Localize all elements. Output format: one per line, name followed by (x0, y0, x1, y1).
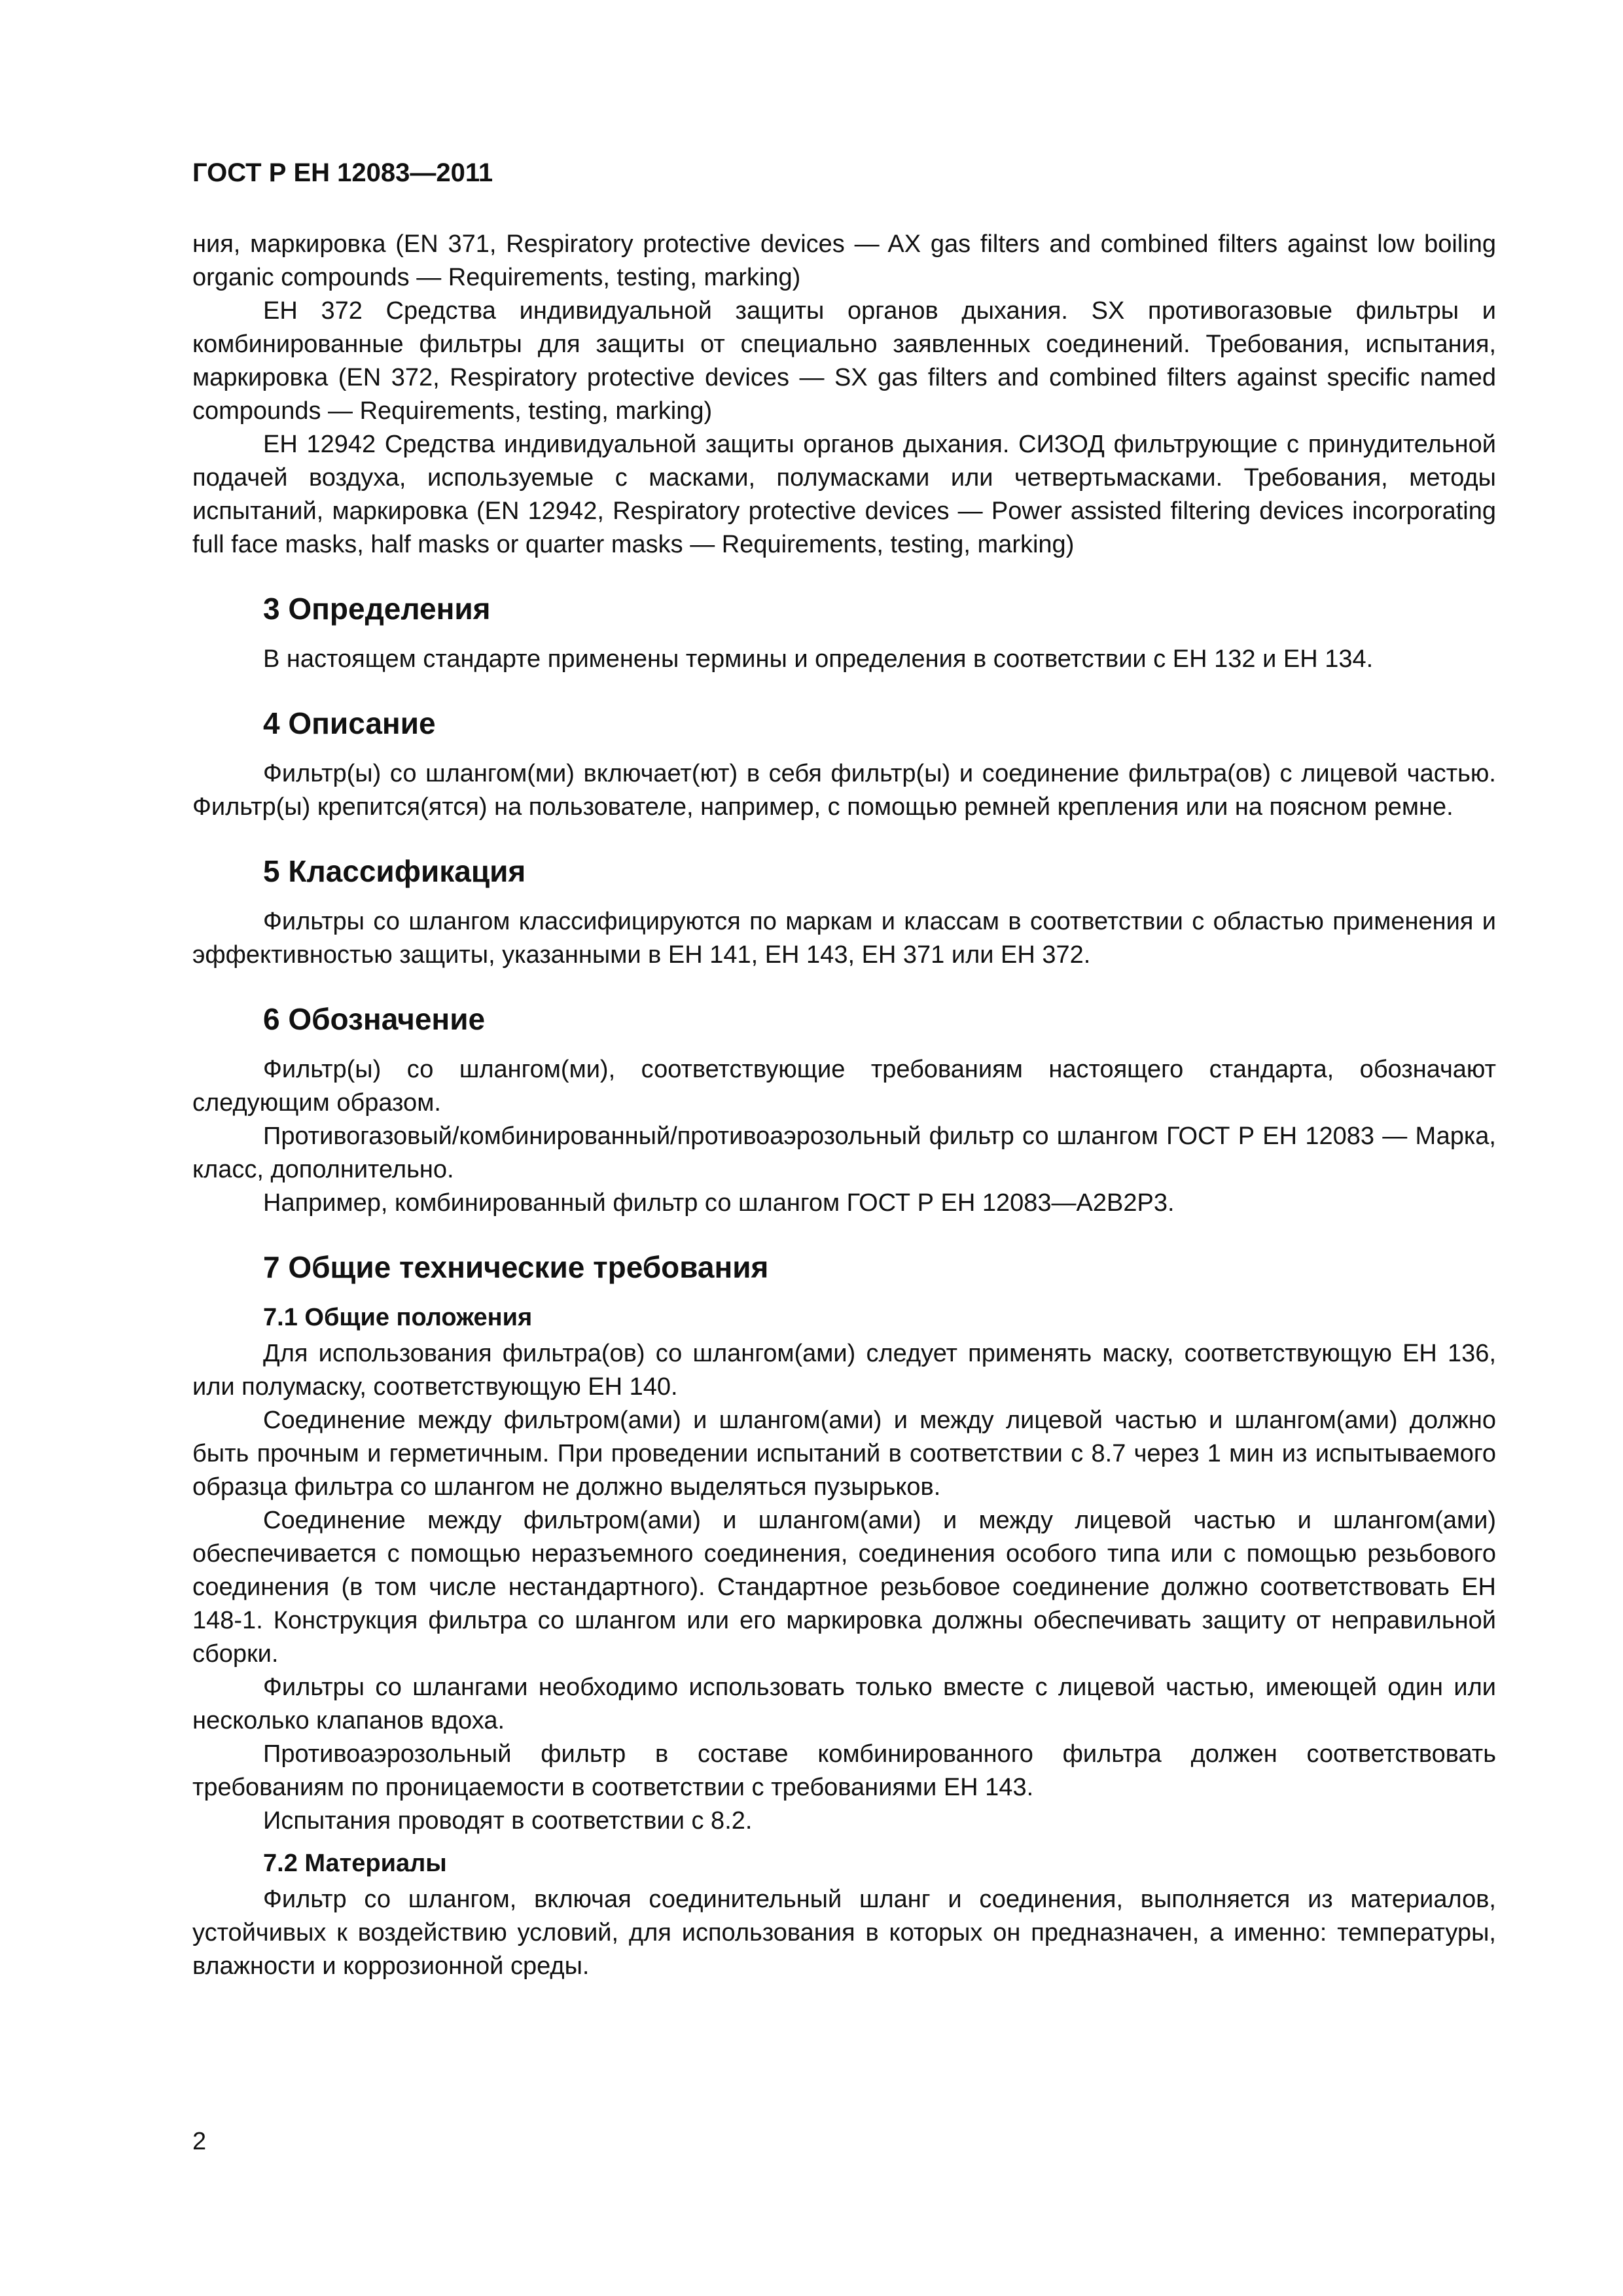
intro-references (192, 228, 1496, 562)
subsection-7-2-body (192, 1883, 1496, 1983)
paragraph: Фильтр со шлангом, включая соединительный шланг и соединения, выполняется из материалов, устойчивых к воздействию условий, для использования в которых он предназначен, а именно: температуры, влажности и коррозионной среды. (192, 1886, 1496, 1980)
section-3-body (192, 643, 1496, 676)
subsection-7-1-heading: 7.1 Общие положения (263, 1304, 533, 1331)
paragraph: Испытания проводят в соответствии с 8.2. (263, 1807, 753, 1835)
section-3-heading: 3 Определения (263, 592, 491, 626)
paragraph: Фильтр(ы) со шлангом(ми), соответствующие требованиям настоящего стандарта, обозначают следующим образом. (192, 1056, 1496, 1117)
section-7-heading: 7 Общие технические требования (263, 1250, 769, 1284)
paragraph: Противогазовый/комбинированный/противоаэрозольный фильтр со шлангом ГОСТ Р ЕН 12083 — Марка, класс, дополнительно. (192, 1122, 1496, 1183)
page-number: 2 (192, 2128, 207, 2155)
document-page (192, 157, 1496, 1983)
paragraph: Соединение между фильтром(ами) и шлангом(ами) и между лицевой частью и шлангом(ами) обеспечивается с помощью неразъемного соединения, соединения особого типа или с помощью резьбового соединения (в том числе нестандартного). Стандартное резьбовое соединение должно соответствовать ЕН 148-1. Конструкция фильтра со шлангом или его маркировка должны обеспечивать защиту от неправильной сборки. (192, 1507, 1496, 1668)
paragraph: ЕН 372 Средства индивидуальной защиты органов дыхания. SX противогазовые фильтры и комбинированные фильтры для защиты от специально заявленных соединений. Требования, испытания, маркировка (EN 372, Respiratory protective devices — SX gas filters and combined filters against specific named compounds — Requirements, testing, marking) (192, 297, 1496, 425)
paragraph: ЕН 12942 Средства индивидуальной защиты органов дыхания. СИЗОД фильтрующие с принудительной подачей воздуха, используемые с масками, полумасками или четвертьмасками. Требования, методы испытаний, маркировка (EN 12942, Respiratory protective devices — Power assisted filtering devices incorporating full face masks, half masks or quarter masks — Requirements, testing, marking) (192, 431, 1496, 558)
section-4-body (192, 757, 1496, 824)
section-5-heading: 5 Классификация (263, 854, 526, 888)
subsection-7-2-heading: 7.2 Материалы (263, 1850, 447, 1877)
paragraph: ния, маркировка (EN 371, Respiratory protective devices — AX gas filters and combined filters against low boiling organic compounds — Requirements, testing, marking) (192, 230, 1496, 291)
paragraph: Соединение между фильтром(ами) и шлангом(ами) и между лицевой частью и шлангом(ами) должно быть прочным и герметичным. При проведении испытаний в соответствии с 8.7 через 1 мин из испытываемого образца фильтра со шлангом не должно выделяться пузырьков. (192, 1407, 1496, 1501)
section-4-heading: 4 Описание (263, 706, 436, 740)
paragraph: Фильтры со шлангом классифицируются по маркам и классам в соответствии с областью применения и эффективностью защиты, указанными в ЕН 141, ЕН 143, ЕН 371 или ЕН 372. (192, 908, 1496, 969)
paragraph: Для использования фильтра(ов) со шлангом(ами) следует применять маску, соответствующую ЕН 136, или полумаску, соответствующую ЕН 140. (192, 1340, 1496, 1401)
paragraph: Фильтры со шлангами необходимо использовать только вместе с лицевой частью, имеющей один или несколько клапанов вдоха. (192, 1674, 1496, 1734)
document-header: ГОСТ Р ЕН 12083—2011 (192, 158, 493, 187)
section-5-body (192, 905, 1496, 972)
paragraph: В настоящем стандарте применены термины и определения в соответствии с ЕН 132 и ЕН 134. (263, 645, 1374, 673)
paragraph: Фильтр(ы) со шлангом(ми) включает(ют) в себя фильтр(ы) и соединение фильтра(ов) с лицевой частью. Фильтр(ы) крепится(ятся) на пользователе, например, с помощью ремней крепления или на поясном ремне. (192, 760, 1496, 821)
paragraph: Противоаэрозольный фильтр в составе комбинированного фильтра должен соответствовать требованиям по проницаемости в соответствии с требованиями ЕН 143. (192, 1740, 1496, 1801)
section-6-body (192, 1053, 1496, 1220)
subsection-7-1-body (192, 1337, 1496, 1838)
section-6-heading: 6 Обозначение (263, 1002, 486, 1036)
paragraph: Например, комбинированный фильтр со шлангом ГОСТ Р ЕН 12083—A2B2P3. (263, 1189, 1175, 1217)
